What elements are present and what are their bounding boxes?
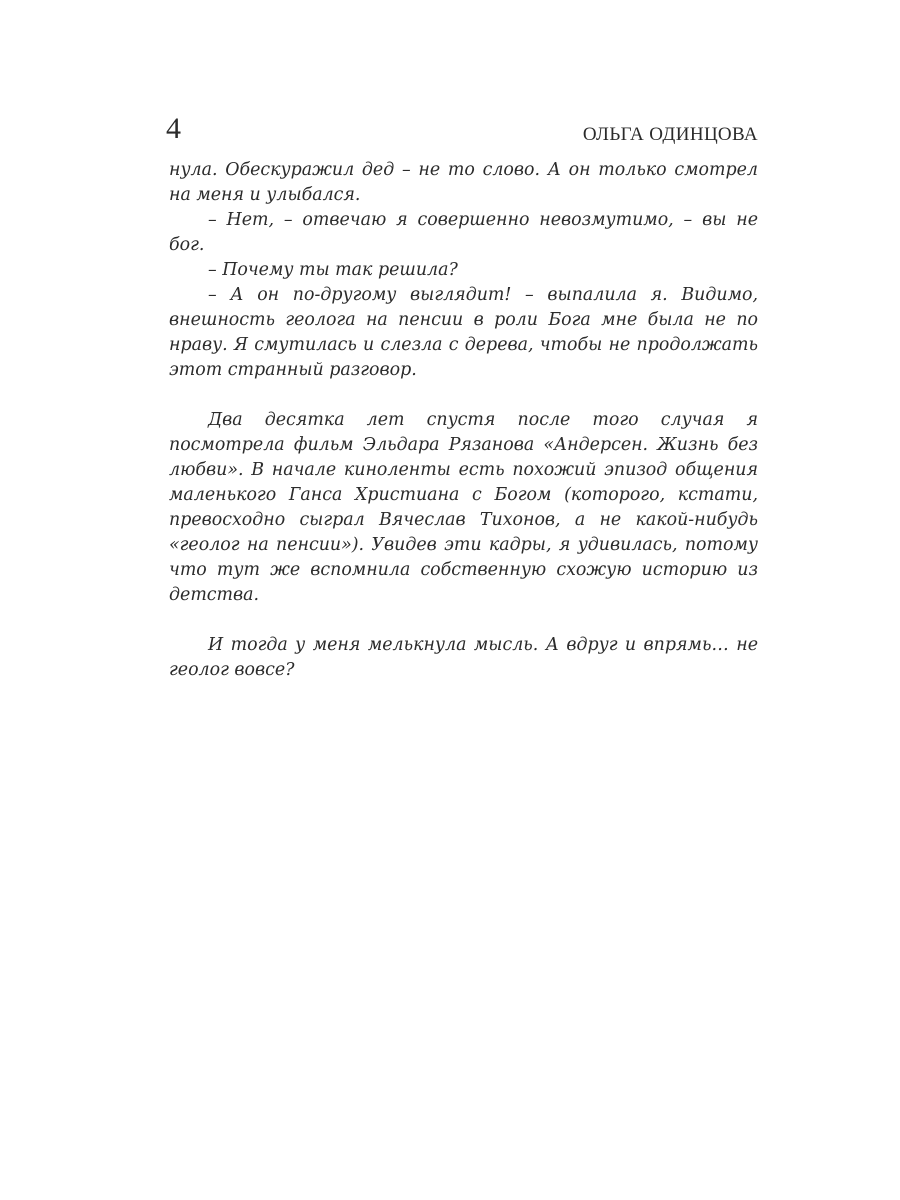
paragraph-continuation: нула. Обескуражил дед – не то слово. А он только смотрел на меня и улыбался. bbox=[169, 160, 758, 205]
dialogue-line: – А он по-другому выглядит! – выпалила я. Видимо, внешность геолога на пенсии в роли Бога мне была не по нраву. Я смутилась и слезла с дерева, чтобы не продолжать этот странный разговор. bbox=[169, 285, 758, 380]
paragraph: Два десятка лет спустя после того случая я посмотрела фильм Эльдара Рязанова «Андерсен. Жизнь без любви». В начале киноленты есть похожий эпизод общения маленького Ганса Христиана с Богом (которого, кстати, превосходно сыграл Вячеслав Тихонов, а не какой-нибудь «геолог на пенсии»). Увидев эти кадры, я удивилась, потому что тут же вспомнила собственную схожую историю из детства. bbox=[169, 410, 758, 605]
paragraph: И тогда у меня мелькнула мысль. А вдруг и впрямь… не геолог вовсе? bbox=[169, 635, 758, 680]
dialogue-line: – Нет, – отвечаю я совершенно невозмутимо, – вы не бог. bbox=[169, 210, 758, 255]
body-text bbox=[169, 158, 758, 683]
running-head-author: ОЛЬГА ОДИНЦОВА bbox=[582, 124, 758, 145]
dialogue-line: – Почему ты так решила? bbox=[208, 260, 458, 280]
page-number: 4 bbox=[166, 112, 181, 145]
